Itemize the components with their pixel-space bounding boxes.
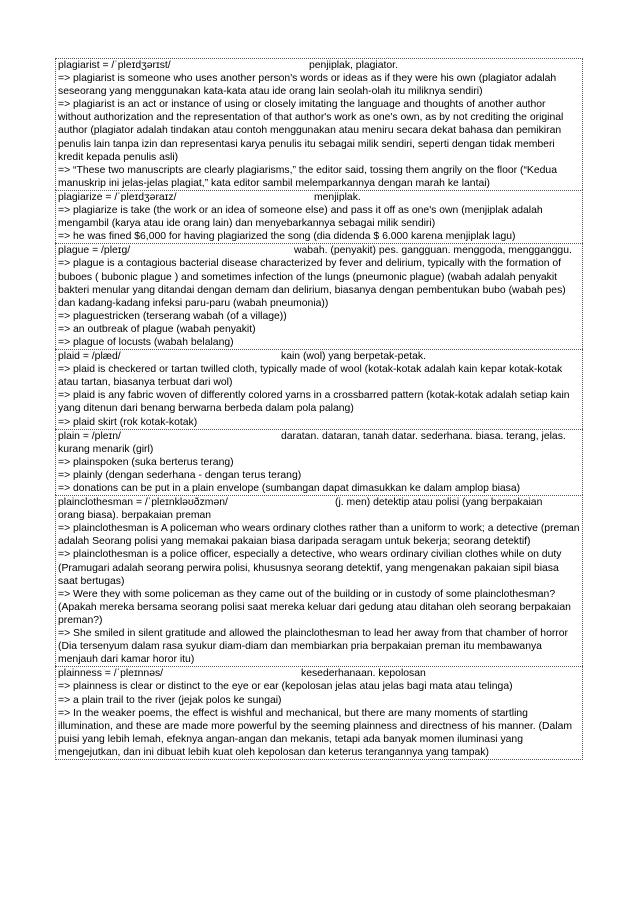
entry-line: => donations can be put in a plain envelope (sumbangan dapat dimasukkan ke dalam amplop biasa) <box>58 483 521 494</box>
entry-meaning: wabah. (penyakit) pes. gangguan. menggoda, mengganggu. <box>294 245 572 257</box>
entry-line: => a plain trail to the river (jejak polos ke sungai) <box>58 694 282 706</box>
entry-line: => “These two manuscripts are clearly plagiarisms,” the editor said, tossing them angrily on the floor (“Kedua manuskrip ini jelas-jelas plagiat,” kata editor sambil melemparkannya dengan marah ke lantai) <box>58 164 557 189</box>
entry-line: => plaid skirt (rok kotak-kotak) <box>58 416 198 428</box>
entry-headline <box>58 59 580 72</box>
entry-line: => Were they with some policeman as they came out of the building or in custody of some plainclothesman? (Apakah mereka bersama seorang polisi saat mereka keluar dari gedung atau ditahan oleh seorang berpakaian preman?) <box>58 588 571 626</box>
entry-line: => plainclothesman is a police officer, especially a detective, who wears ordinary civilian clothes while on duty (Pramugari adalah seorang perwira polisi, khususnya seorang detektif, yang mengenakan pakaian sipil biasa saat bertugas) <box>58 549 562 587</box>
entry-meaning: kesederhanaan. kepolosan <box>301 668 426 680</box>
entry-line: => She smiled in silent gratitude and allowed the plainclothesman to lead her away from that chamber of horror (Dia tersenyum dalam rasa syukur diam-diam dan membiarkan pria berpakaian preman itu membawanya menjauh dari kamar horor itu) <box>58 628 569 666</box>
entry-plainness <box>55 666 583 760</box>
entry-headline <box>58 667 580 680</box>
entry-term: plain = /pleɪn/ <box>58 430 121 442</box>
entry-line: => plainspoken (suka berterus terang) <box>58 456 234 468</box>
entry-line: => he was fined $6,000 for having plagiarized the song (dia didenda $ 6.000 karena menjiplak lagu) <box>58 231 516 243</box>
entry-meaning: penjiplak, plagiator. <box>309 60 398 71</box>
entry-line: => an outbreak of plague (wabah penyakit) <box>58 323 256 335</box>
entry-headline <box>58 350 580 363</box>
entry-line: => plaguestricken (terserang wabah (of a village)) <box>58 310 287 322</box>
entry-line: => plague is a contagious bacterial disease characterized by fever and delirium, typically with the formation of buboes ( bubonic plague ) and sometimes infection of the lungs (pneumonic plague) (wabah adalah penyakit bakteri menular yang ditandai dengan demam dan delirium, biasanya dengan pembentukan bubo (wabah pes) dan kadang-kadang infeksi paru-paru (wabah pneumonia)) <box>58 258 566 309</box>
entry-term: plaid = /plæd/ <box>58 351 121 363</box>
entry-line: => In the weaker poems, the effect is wishful and mechanical, but there are many moments of startling illumination, and these are made more powerful by the seeming plainness and directness of his manner. (Dalam puisi yang lebih lemah, efeknya angan-angan dan mekanis, tetapi ada banyak momen iluminasi yang mengejutkan, dan ini dibuat lebih kuat oleh kepolosan dan keterus terangannya yang tampak) <box>58 707 573 758</box>
entry-headline <box>58 191 580 204</box>
entry-meaning: kain (wol) yang berpetak-petak. <box>281 351 426 363</box>
entry-line: => plainness is clear or distinct to the eye or ear (kepolosan jelas atau jelas bagi mata atau telinga) <box>58 681 513 693</box>
entry-headline <box>58 496 580 509</box>
entry-term: plague = /pleɪɡ/ <box>58 245 131 257</box>
entry-term: plainclothesman = /ˈpleɪnkləʊðzmən/ <box>58 497 228 509</box>
entry-line: => plague of locusts (wabah belalang) <box>58 336 234 348</box>
entry-line: orang biasa). berpakaian preman <box>58 510 212 522</box>
entry-line: => plainclothesman is A policeman who wears ordinary clothes rather than a uniform to work; a detective (preman adalah Seorang polisi yang memakai pakaian biasa daripada seragam untuk bekerja; seorang detektif) <box>58 523 580 548</box>
entry-line: => plaid is any fabric woven of differently colored yarns in a crossbarred pattern (kotak-kotak adalah setiap kain yang ditenun dari benang berwarna berbeda dalam pola palang) <box>58 390 570 415</box>
entry-line: => plagiarize is take (the work or an idea of someone else) and pass it off as one's own (menjiplak adalah mengambil (karya atau ide orang lain) dan menyebarkannya sebagai milik sendiri) <box>58 205 543 230</box>
entry-headline <box>58 430 580 443</box>
entry-plagiarize <box>55 190 583 243</box>
dictionary-page <box>55 58 583 760</box>
entry-line: => plagiarist is an act or instance of using or closely imitating the language and thoughts of another author without authorization and the representation of that author's work as one's own, as by not crediting the original author (plagiator adalah tindakan atau contoh menggunakan atau meniru secara dekat bahasa dan pemikiran penulis lain tanpa izin dan representasi karya penulis itu sebagai milik sendiri, seperti dengan tidak memberi kredit kepada penulis asli) <box>58 99 564 163</box>
entry-meaning: menjiplak. <box>314 191 361 203</box>
entry-line: => plagiarist is someone who uses another person's words or ideas as if they were his own (plagiator adalah seseorang yang menggunakan kata-kata atau ide orang lain seolah-olah itu miliknya sendiri) <box>58 73 557 98</box>
entry-headline <box>58 244 580 257</box>
entry-meaning: (j. men) detektip atau polisi (yang berpakaian <box>335 497 543 509</box>
entry-term: plagiarize = /ˈpleɪdʒəraɪz/ <box>58 191 177 203</box>
entry-plainclothesman <box>55 495 583 666</box>
entry-plain <box>55 429 583 495</box>
entry-line: => plainly (dengan sederhana - dengan terus terang) <box>58 469 302 481</box>
entry-term: plagiarist = /ˈpleɪdʒərɪst/ <box>58 60 171 71</box>
entry-plague <box>55 243 583 349</box>
entry-line: => plaid is checkered or tartan twilled cloth, typically made of wool (kotak-kotak adalah kain kepar kotak-kotak atau tartan, biasanya terbuat dari wol) <box>58 364 563 389</box>
entry-line: kurang menarik (girl) <box>58 443 154 455</box>
entry-plagiarist <box>55 58 583 190</box>
entry-meaning: daratan. dataran, tanah datar. sederhana. biasa. terang, jelas. <box>281 430 566 442</box>
entry-plaid <box>55 349 583 429</box>
entry-term: plainness = /ˈpleɪnnəs/ <box>58 668 164 680</box>
